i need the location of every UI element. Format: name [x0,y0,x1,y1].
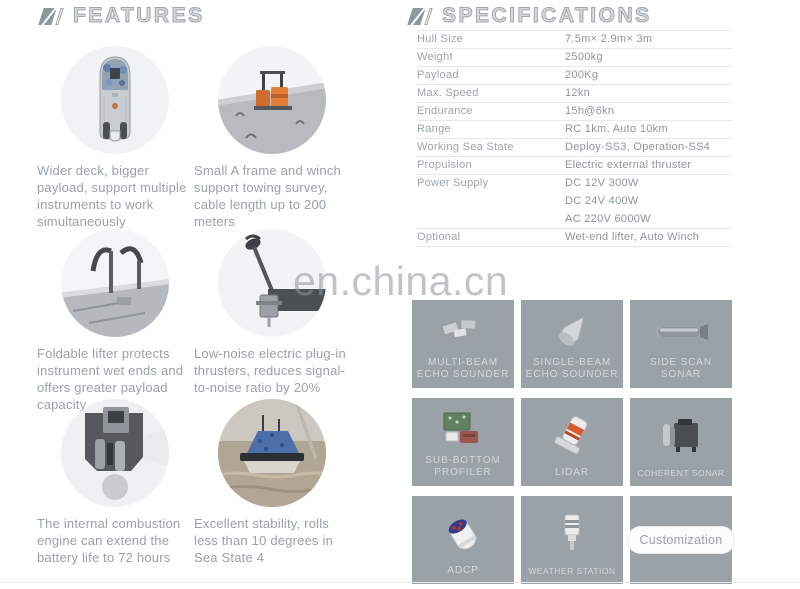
spec-value: 12kn [565,87,591,99]
feature-item [37,227,192,413]
spec-value: 15h@6kn [565,105,615,117]
single-beam-icon [525,306,619,357]
spec-label: Endurance [417,105,473,117]
tile-coherent-sonar[interactable] [630,398,732,486]
feature-item [37,397,192,566]
feature-item [194,227,349,396]
spec-value: Deploy-SS3, Operation-SS4 [565,141,711,153]
feature-caption: Small A frame and winch support towing survey, cable length up to 200 meters [194,163,341,229]
spec-table [417,30,732,247]
tile-label: COHERENT SONAR [637,468,725,478]
spec-row-optional [417,229,732,247]
tile-single-beam-echo-sounder[interactable] [521,300,623,388]
multi-beam-icon [416,306,510,357]
slash-icon [407,8,431,25]
power-supply-line: AC 220V 6000W [565,213,651,225]
tile-label: ADCP [447,565,479,576]
combustion-engine-image [59,397,171,509]
feature-item [194,397,349,566]
spec-row-power-supply [417,175,732,229]
features-header [38,5,205,27]
accessories-grid [412,300,732,584]
spec-label: Power Supply [417,177,489,189]
tile-label: SIDE SCAN SONAR [649,357,712,380]
power-supply-line: DC 24V 400W [565,195,639,207]
power-supply-line: DC 12V 300W [565,177,639,189]
spec-label: Max. Speed [417,87,479,99]
spec-value [565,177,651,226]
feature-caption: Low-noise electric plug-in thrusters, reduces signal-to-noise ratio by 20% [194,346,346,395]
tile-lidar[interactable] [521,398,623,486]
weather-station-icon [525,502,619,565]
feature-caption: The internal combustion engine can extend the battery life to 72 hours [37,516,181,565]
customization-button[interactable]: Customization [627,526,734,554]
tile-weather-station[interactable] [521,496,623,584]
lidar-icon [525,404,619,467]
tile-label: WEATHER STATION [528,566,616,576]
feature-item [37,44,192,230]
spec-value: 200Kg [565,69,599,81]
spec-value: Wet-end lifter, Auto Winch [565,231,700,243]
spec-value: 2500kg [565,51,603,63]
tile-sub-bottom-profiler[interactable] [412,398,514,486]
specifications-title: SPECIFICATIONS [442,4,652,27]
spec-row-propulsion [417,157,732,175]
spec-row-hull-size [417,31,732,49]
tile-label: MULTI-BEAM ECHO SOUNDER [416,357,510,380]
slash-icon [38,8,62,25]
foldable-lifter-image [59,227,171,339]
spec-row-endurance [417,103,732,121]
tile-adcp[interactable] [412,496,514,584]
tile-side-scan-sonar[interactable] [630,300,732,388]
tile-multi-beam-echo-sounder[interactable] [412,300,514,388]
spec-label: Payload [417,69,459,81]
coherent-sonar-icon [634,404,728,467]
spec-value: Electric external thruster [565,159,692,171]
adcp-icon [416,502,510,565]
tile-label: SUB-BOTTOM PROFILER [425,455,501,478]
spec-label: Weight [417,51,453,63]
tile-label: LIDAR [555,467,589,478]
spec-value: 7.5m× 2.9m× 3m [565,33,653,45]
spec-label: Propulsion [417,159,472,171]
boat-top-view-image [59,44,171,156]
boat-on-water-image [216,397,328,509]
specifications-header [407,5,652,27]
spec-label: Optional [417,231,461,243]
a-frame-winch-image [216,44,328,156]
electric-thruster-image [216,227,328,339]
feature-caption: Foldable lifter protects instrument wet ends and offers greater payload capacity [37,346,184,412]
spec-label: Working Sea State [417,141,514,153]
spec-row-working-sea-state [417,139,732,157]
bottom-divider [0,582,800,583]
tile-customization[interactable] [630,496,732,584]
spec-row-range [417,121,732,139]
spec-label: Range [417,123,451,135]
feature-item [194,44,349,230]
side-scan-icon [634,306,728,357]
spec-row-weight [417,49,732,67]
spec-label: Hull Size [417,33,464,45]
features-title: FEATURES [73,4,205,27]
watermark: en.china.cn [293,258,509,304]
tile-label: SINGLE-BEAM ECHO SOUNDER [525,357,619,380]
feature-caption: Wider deck, bigger payload, support multiple instruments to work simultaneously [37,163,187,229]
spec-value: RC 1km, Auto 10km [565,123,668,135]
spec-row-payload [417,67,732,85]
spec-row-max-speed [417,85,732,103]
sub-bottom-icon [416,404,510,455]
feature-caption: Excellent stability, rolls less than 10 degrees in Sea State 4 [194,516,334,565]
